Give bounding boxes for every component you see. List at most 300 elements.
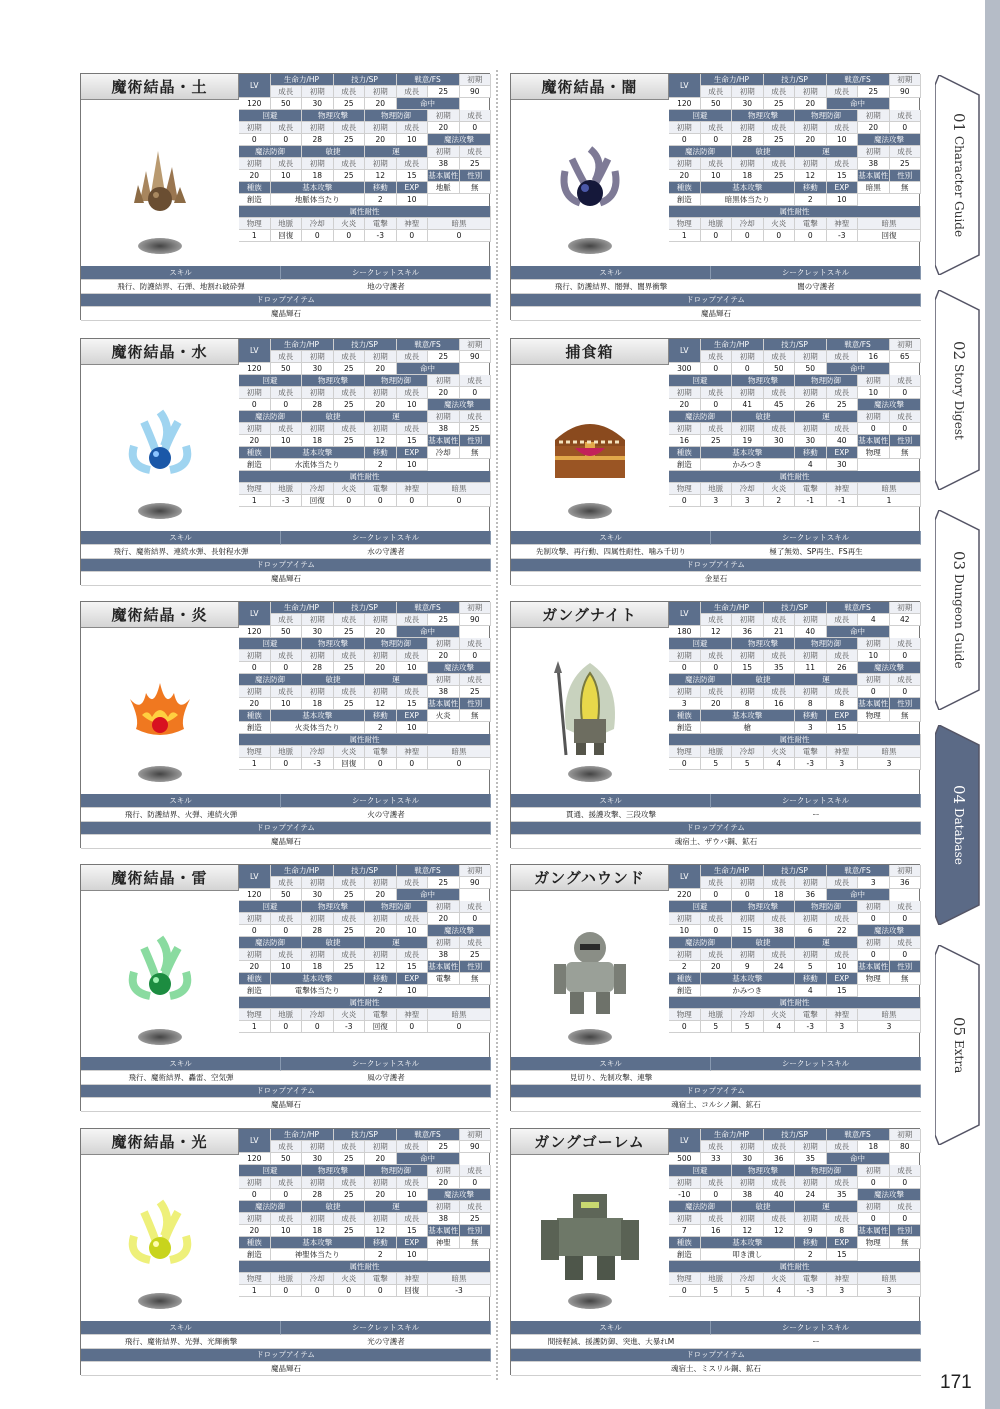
stat-header: 敏捷 [732,411,795,423]
stats-table [239,339,491,531]
stat-header: 魔法攻撃 [428,925,491,937]
resist-value: 0 [428,1021,491,1033]
monster-sprite [511,365,669,531]
resist-value: 0 [428,230,491,242]
resist-value: 5 [701,758,733,770]
drop-header: ドロップアイテム [511,1085,921,1099]
stat-value: 3 [669,698,701,710]
stat-value: 120 [669,98,701,110]
stat-value: 25 [334,134,366,146]
stat-value: 41 [732,399,764,411]
resist-value: 0 [795,230,827,242]
resist-col-header: 電撃 [795,218,827,230]
sub-header: 初期 [365,158,397,170]
sub-header: 成長 [764,1141,796,1153]
resist-col-header: 暗黒 [858,1273,921,1285]
basic-header: 移動 [795,447,827,459]
resist-value: 回復 [271,230,303,242]
sub-header: 成長 [827,387,859,399]
secret-skill-value: 地の守護者 [281,280,491,294]
stat-header: 魔法防御 [239,1201,302,1213]
monster-card [80,1128,490,1375]
stat-header: 回避 [239,1165,302,1177]
sub-header: 成長 [271,351,303,363]
resist-header: 属性耐性 [669,734,921,746]
stat-value: 28 [732,134,764,146]
basic-value: 水流体当たり [271,459,366,471]
basic-header: EXP [827,710,859,722]
basic-header: 基本攻撃 [271,447,366,459]
chapter-tab[interactable] [935,945,983,1145]
drop-value: 魔晶輝石 [81,307,491,321]
sub-header: 成長 [827,686,859,698]
fs-header: 戦意/FS [827,1129,890,1141]
basic-value: 創造 [239,985,271,997]
basic-value: 創造 [239,1249,271,1261]
sprite-shadow [138,766,182,782]
stat-value: 0 [858,686,890,698]
stat-value: 36 [732,626,764,638]
basic-header: 基本属性 [428,436,459,445]
sprite-shadow [138,238,182,254]
resist-col-header: 暗黒 [858,1009,921,1021]
chapter-tab[interactable] [935,510,983,710]
sub-header: 成長 [827,1213,859,1225]
resist-col-header: 地脈 [271,218,303,230]
sub-header: 初期 [858,375,890,387]
sub-header: 初期 [732,351,764,363]
stat-value: 220 [669,889,701,901]
stat-value: 21 [764,626,796,638]
sub-header: 初期 [365,1213,397,1225]
stat-value: 35 [764,662,796,674]
stat-value: 0 [669,134,701,146]
tab-label: Character Guide [952,136,966,238]
sp-header: 技力/SP [334,74,397,86]
monster-name: 魔術結晶・炎 [81,602,239,628]
stat-value: 0 [890,1213,922,1225]
sub-header: 初期 [858,638,890,650]
basic-value: 2 [365,1249,397,1261]
skills-table [511,266,921,321]
resist-value: 0 [302,1285,334,1297]
skill-header: スキル [81,1057,281,1071]
stat-value: 8 [827,1225,859,1237]
stat-value: 5 [795,961,827,973]
sub-header: 初期 [302,1213,334,1225]
resist-col-header: 火炎 [764,218,796,230]
stat-header: 物理防御 [365,110,428,122]
stat-value: 10 [397,134,429,146]
resist-value: 0 [334,230,366,242]
basic-header: EXP [827,973,859,985]
stat-header: 魔法防御 [669,146,732,158]
resist-col-header: 火炎 [334,1009,366,1021]
stat-header: 魔法攻撃 [858,399,921,411]
stat-value: 18 [302,435,334,447]
stats-table [239,1129,491,1321]
thunder-crystal-icon [120,932,200,1016]
resist-col-header: 冷却 [302,1009,334,1021]
resist-col-header: 物理 [669,218,701,230]
resist-col-header: 火炎 [334,218,366,230]
stat-value: 10 [827,961,859,973]
resist-value: 0 [365,1285,397,1297]
stat-header: 回避 [239,110,302,122]
sub-header: 成長 [827,877,859,889]
basic-value: 4 [795,985,827,997]
monster-name: 魔術結晶・闇 [511,74,669,100]
sub-header: 初期 [302,1141,334,1153]
stat-value: 35 [795,1153,827,1165]
fs-header: 戦意/FS [397,865,460,877]
sp-header: 技力/SP [334,602,397,614]
sub-header: 成長 [764,351,796,363]
chapter-tab[interactable] [935,290,983,490]
resist-col-header: 地脈 [701,746,733,758]
stat-value: 10 [669,925,701,937]
resist-value: 3 [858,1285,921,1297]
stat-value: 12 [701,626,733,638]
stat-value: 90 [460,877,492,889]
secret-skill-header: シークレットスキル [711,1057,921,1071]
stat-value: 20 [239,170,271,182]
sub-header: 初期 [460,1129,492,1141]
sub-header: 初期 [239,650,271,662]
stat-value: 24 [795,1189,827,1201]
stat-value: 38 [428,949,460,961]
sub-header: 成長 [764,1213,796,1225]
basic-header: 種族 [669,973,701,985]
chapter-sidebar [985,0,1000,1409]
sub-header: 初期 [302,387,334,399]
light-crystal-icon [120,1196,200,1280]
resist-col-header: 物理 [239,746,271,758]
stat-value: 0 [701,889,733,901]
lv-value: 25 [428,1141,460,1153]
lv-value: 18 [858,1141,890,1153]
basic-header: 性別 [890,435,922,447]
sub-header: 成長 [460,937,492,949]
resist-col-header: 暗黒 [428,746,491,758]
sub-header: 初期 [365,1141,397,1153]
sub-header: 初期 [239,686,271,698]
stat-value: 36 [890,877,922,889]
sub-header: 初期 [795,913,827,925]
sub-header: 成長 [334,913,366,925]
stat-value: 15 [397,698,429,710]
sub-header: 初期 [732,158,764,170]
basic-value: 冷却 [428,447,460,459]
stat-value: 30 [795,435,827,447]
stat-value: 20 [365,662,397,674]
stats-table [669,602,921,794]
sub-header: 成長 [827,1141,859,1153]
sub-header: 初期 [302,949,334,961]
sub-header: 初期 [365,949,397,961]
drop-value: 魂宿土、ザウバ鋼、鉱石 [511,835,921,849]
monster-name: 魔術結晶・雷 [81,865,239,891]
stat-header: 魔法攻撃 [428,134,491,146]
sub-header: 初期 [428,901,460,913]
sub-header: 初期 [795,877,827,889]
stat-header: 物理攻撃 [302,1165,365,1177]
secret-skill-value: 光の守護者 [281,1335,491,1349]
stat-value: 24 [764,961,796,973]
resist-value: 0 [428,758,491,770]
sub-header: 初期 [302,650,334,662]
monster-sprite [81,1155,239,1321]
monster-card [510,1128,920,1375]
resist-col-header: 電撃 [365,746,397,758]
stat-value: 90 [460,351,492,363]
resist-value: 回復 [858,230,921,242]
stat-value: 15 [827,170,859,182]
stat-value: 90 [460,614,492,626]
stat-value: 10 [271,1225,303,1237]
stat-value: 0 [701,925,733,937]
resist-value: 4 [764,758,796,770]
sub-header: 初期 [795,1177,827,1189]
stat-value: 25 [764,134,796,146]
resist-col-header: 火炎 [334,1273,366,1285]
resist-value: 0 [397,758,429,770]
sub-header: 成長 [460,411,492,423]
basic-header: 性別 [460,698,492,710]
basic-value: 無 [890,1237,922,1249]
sub-header: 成長 [460,1165,492,1177]
stat-value: 20 [428,387,460,399]
sub-header: 初期 [460,74,492,86]
stat-header: 物理防御 [795,110,858,122]
stat-header: 回避 [669,375,732,387]
basic-value: 物理 [858,447,890,459]
sp-header: 技力/SP [764,74,827,86]
sprite-shadow [568,503,612,519]
stat-value: 40 [764,1189,796,1201]
basic-header: EXP [827,1237,859,1249]
stat-value: 12 [365,961,397,973]
basic-header: EXP [397,1237,429,1249]
stat-value: 16 [764,698,796,710]
resist-value: 1 [239,758,271,770]
monster-name: 魔術結晶・水 [81,339,239,365]
resist-col-header: 地脈 [271,483,303,495]
stat-value: 25 [334,925,366,937]
stat-value: 12 [764,1225,796,1237]
stats-table [669,74,921,266]
sub-header: 成長 [764,686,796,698]
resist-value: -3 [365,230,397,242]
resist-col-header: 電撃 [795,483,827,495]
resist-col-header: 火炎 [334,746,366,758]
stat-header: 運 [795,146,858,158]
basic-header: 移動 [365,710,397,722]
secret-skill-value: 風の守護者 [281,1071,491,1085]
sprite-shadow [568,238,612,254]
sub-header: 初期 [428,674,460,686]
stat-value: 0 [239,1189,271,1201]
sub-header: 初期 [732,686,764,698]
stat-value: 9 [795,1225,827,1237]
basic-value: かみつき [701,459,796,471]
sub-header: 初期 [239,158,271,170]
sprite-shadow [568,766,612,782]
stat-header: 魔法攻撃 [858,925,921,937]
resist-col-header: 神聖 [397,1009,429,1021]
stat-value: 25 [334,626,366,638]
stat-value: 10 [271,170,303,182]
sub-header: 初期 [795,423,827,435]
sub-header: 初期 [669,423,701,435]
stat-value: 120 [239,889,271,901]
stat-header: 魔法攻撃 [428,399,491,411]
stat-value: 25 [460,1213,492,1225]
skill-value: 貫通、援護攻撃、三段攻撃 [511,808,711,822]
sub-header: 成長 [764,86,796,98]
drop-value: 魔晶輝石 [81,572,491,586]
sub-header: 初期 [302,86,334,98]
drop-header: ドロップアイテム [81,822,491,836]
tab-label: Extra [952,1039,966,1074]
sub-header: 成長 [764,949,796,961]
secret-skill-header: シークレットスキル [711,794,921,808]
sub-header: 成長 [271,1141,303,1153]
sub-header: 初期 [795,614,827,626]
monster-card [510,864,920,1111]
fs-header: 戦意/FS [397,339,460,351]
stat-header: 運 [795,674,858,686]
resist-col-header: 神聖 [397,746,429,758]
sub-header: 成長 [397,877,429,889]
sub-header: 初期 [732,877,764,889]
stats-table [239,865,491,1057]
sub-header: 成長 [890,638,922,650]
sub-header: 成長 [764,614,796,626]
stat-header: 運 [795,411,858,423]
basic-value: 地脈体当たり [271,194,366,206]
sub-header: 初期 [365,877,397,889]
chapter-tab[interactable] [935,725,983,925]
fs-header: 戦意/FS [827,339,890,351]
basic-value: かみつき [701,985,796,997]
stat-value: 10 [858,650,890,662]
resist-col-header: 冷却 [732,746,764,758]
resist-value: 0 [271,758,303,770]
resist-value: 回復 [302,495,334,507]
stat-value: 0 [732,889,764,901]
basic-header: 基本攻撃 [701,973,796,985]
secret-skill-header: シークレットスキル [281,794,491,808]
chapter-tab[interactable] [935,75,983,275]
stat-value: 25 [334,961,366,973]
basic-header: 基本属性 [428,699,459,708]
mimic-chest-icon [545,406,635,490]
drop-header: ドロップアイテム [81,559,491,573]
sub-header: 初期 [460,602,492,614]
stat-value: 25 [701,435,733,447]
stat-value: 0 [271,662,303,674]
stat-header: 運 [365,937,428,949]
stat-header: 物理攻撃 [302,110,365,122]
secret-skill-value: ー [711,808,921,822]
resist-col-header: 物理 [239,1009,271,1021]
resist-value: 0 [764,230,796,242]
sub-header: 成長 [764,913,796,925]
monster-name: 捕食箱 [511,339,669,365]
stat-value: 25 [334,662,366,674]
stat-header: 命中 [827,889,890,901]
sub-header: 初期 [858,901,890,913]
sub-header: 初期 [732,387,764,399]
basic-header: 種族 [239,447,271,459]
stat-value: 25 [334,98,366,110]
stat-value: 20 [428,913,460,925]
resist-value: 0 [669,758,701,770]
secret-skill-header: シークレットスキル [281,1057,491,1071]
monster-card [510,601,920,848]
stat-value: 0 [858,423,890,435]
resist-col-header: 火炎 [764,1273,796,1285]
basic-header: 基本属性 [858,436,889,445]
resist-col-header: 物理 [669,1273,701,1285]
sub-header: 成長 [271,387,303,399]
resist-col-header: 地脈 [701,1009,733,1021]
secret-skill-header: シークレットスキル [711,531,921,545]
stat-value: 15 [397,170,429,182]
stat-value: 36 [764,1153,796,1165]
resist-col-header: 火炎 [764,1009,796,1021]
sub-header: 初期 [669,650,701,662]
resist-value: 2 [764,495,796,507]
basic-header: 種族 [239,182,271,194]
stat-header: 物理攻撃 [302,375,365,387]
stat-header: 魔法攻撃 [858,134,921,146]
stat-value: 0 [701,134,733,146]
basic-header: 移動 [795,710,827,722]
sub-header: 成長 [397,650,429,662]
sp-header: 技力/SP [334,339,397,351]
basic-value: 10 [397,1249,429,1261]
stat-value: 25 [764,170,796,182]
skill-header: スキル [81,266,281,280]
sub-header: 初期 [732,423,764,435]
monster-name: 魔術結晶・光 [81,1129,239,1155]
sub-header: 成長 [271,686,303,698]
sub-header: 成長 [701,913,733,925]
drop-header: ドロップアイテム [81,1085,491,1099]
basic-header: EXP [827,182,859,194]
lv-header: LV [669,865,701,889]
resist-col-header: 冷却 [732,1273,764,1285]
skill-header: スキル [81,794,281,808]
resist-col-header: 神聖 [397,1273,429,1285]
lv-value: 4 [858,614,890,626]
stat-value: 40 [827,435,859,447]
resist-col-header: 神聖 [827,218,859,230]
sub-header: 成長 [460,146,492,158]
basic-value: 3 [795,722,827,734]
resist-header: 属性耐性 [239,1261,491,1273]
stat-header: 回避 [239,375,302,387]
basic-value: 10 [397,985,429,997]
sub-header: 初期 [365,351,397,363]
basic-value: 2 [365,722,397,734]
sub-header: 成長 [827,614,859,626]
skill-header: スキル [511,1057,711,1071]
stat-value: 11 [795,662,827,674]
basic-header: 種族 [669,710,701,722]
